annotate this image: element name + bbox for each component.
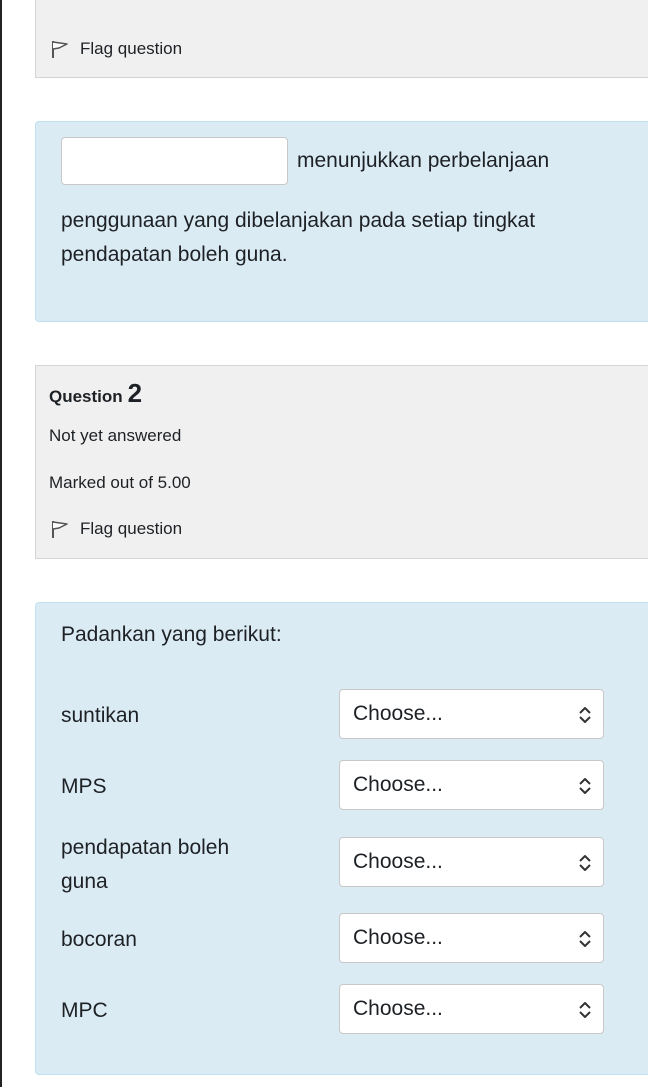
question-1-text-after-blank: menunjukkan perbelanjaan	[297, 149, 550, 172]
select-value: Choose...	[353, 850, 443, 873]
question-label: Question	[49, 387, 123, 406]
question-2-info	[35, 365, 648, 559]
question-number: 2	[127, 378, 143, 408]
chevron-up-down-icon	[577, 928, 593, 950]
chevron-up-down-icon	[577, 852, 593, 874]
match-item-label: suntikan	[61, 704, 140, 727]
question-1-text-line-2: penggunaan yang dibelanjakan pada setiap tingkat	[61, 209, 536, 232]
flag-icon	[50, 519, 70, 539]
chevron-up-down-icon	[577, 775, 593, 797]
question-1-answer-input[interactable]	[61, 137, 288, 185]
question-2-state: Not yet answered	[49, 426, 182, 445]
question-1-content	[35, 121, 648, 322]
match-item-label: bocoran	[61, 928, 137, 951]
question-2-heading	[49, 378, 142, 409]
question-2-flag[interactable]	[50, 519, 182, 539]
question-1-flag[interactable]	[50, 39, 182, 59]
match-select-bocoran[interactable]	[339, 913, 604, 963]
question-1-text-line-3: pendapatan boleh guna.	[61, 243, 288, 266]
question-2-content	[35, 602, 648, 1075]
match-item-label: pendapatan boleh guna	[61, 836, 230, 893]
question-2-prompt: Padankan yang berikut:	[61, 623, 282, 646]
match-item-label: MPS	[61, 775, 107, 798]
match-select-suntikan[interactable]	[339, 689, 604, 739]
select-value: Choose...	[353, 702, 443, 725]
flag-question-label: Flag question	[80, 39, 183, 58]
question-1-info	[35, 0, 648, 78]
match-item-label: MPC	[61, 999, 108, 1022]
match-select-mps[interactable]	[339, 760, 604, 810]
page-left-edge	[0, 0, 2, 1087]
chevron-up-down-icon	[577, 999, 593, 1021]
flag-icon	[50, 39, 70, 59]
match-select-pendapatan-boleh-guna[interactable]	[339, 837, 604, 887]
question-2-grade: Marked out of 5.00	[49, 473, 191, 492]
select-value: Choose...	[353, 926, 443, 949]
chevron-up-down-icon	[577, 704, 593, 726]
select-value: Choose...	[353, 997, 443, 1020]
match-select-mpc[interactable]	[339, 984, 604, 1034]
select-value: Choose...	[353, 773, 443, 796]
flag-question-label: Flag question	[80, 519, 183, 538]
